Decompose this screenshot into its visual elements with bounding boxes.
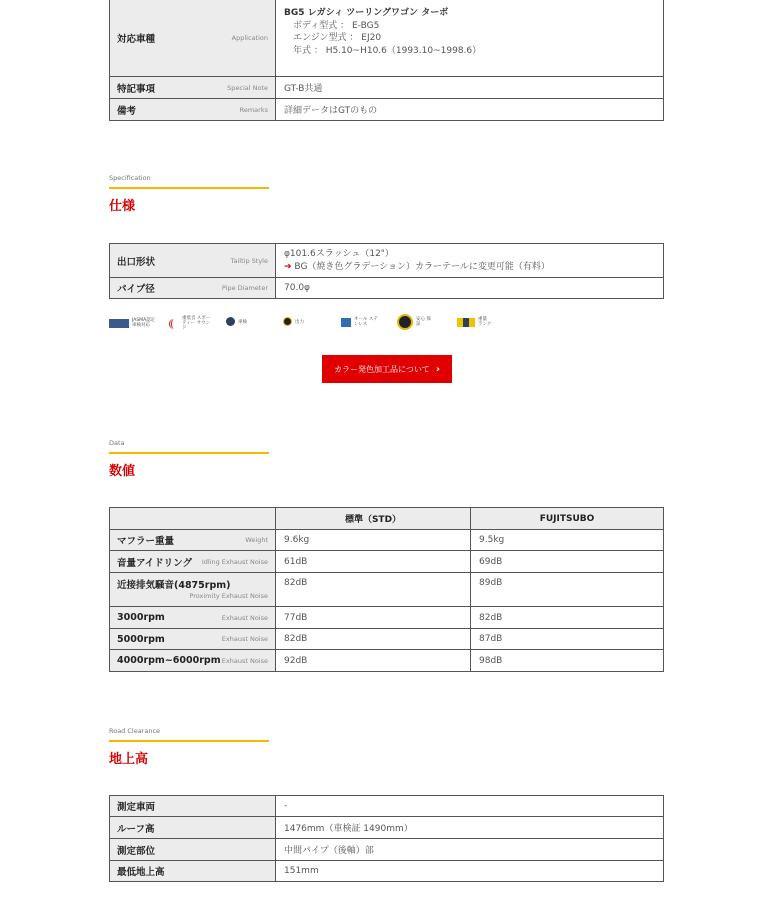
chevron-right-icon: ›	[435, 363, 440, 375]
row-label	[110, 244, 276, 278]
row-label: 3000rpm Exhaust Noise	[110, 607, 276, 629]
row-label: ルーフ高	[110, 817, 276, 839]
row-label	[110, 0, 276, 77]
section-en-label: Data	[109, 439, 125, 447]
row-label	[110, 278, 276, 299]
section-title: 仕様	[109, 199, 136, 214]
application-table	[109, 0, 664, 121]
clearance-section-heading	[109, 727, 269, 767]
std-value: 9.6kg	[276, 530, 471, 551]
row-label: マフラー重量 Weight	[110, 530, 276, 551]
row-label: 近接排気騒音(4875rpm) Proximity Exhaust Noise	[110, 573, 276, 607]
data-section-heading	[109, 439, 269, 479]
label-en: Tailtip Style	[230, 257, 268, 265]
header-std: 標準（STD）	[276, 508, 471, 530]
row-label: 最低地上高	[110, 861, 276, 882]
table-row	[110, 839, 664, 861]
table-header-row	[110, 508, 664, 530]
section-underline	[109, 452, 269, 454]
vehicle-value: -	[276, 796, 664, 817]
table-row	[110, 629, 664, 650]
std-value: 61dB	[276, 551, 471, 573]
std-value: 82dB	[276, 629, 471, 650]
table-row	[110, 77, 664, 99]
jasma-badge-icon: JASMA認定 車検対応	[109, 318, 160, 328]
label-jp: 備考	[117, 105, 137, 117]
body-type: ボディ型式 ： E-BG5	[293, 20, 380, 31]
special-note-value: GT-B共通	[276, 77, 664, 99]
table-row	[110, 530, 664, 551]
color-tail-note: BG（焼き色グラデーション）カラーテールに変更可能（有料）	[294, 261, 550, 272]
row-label: 測定部位	[110, 839, 276, 861]
application-value	[276, 0, 664, 77]
button-label: カラー発色加工品について	[334, 364, 430, 374]
pipe-diameter-value: 70.0φ	[276, 278, 664, 299]
table-row	[110, 573, 664, 607]
spec-section-heading	[109, 174, 269, 214]
label-jp: 対応車種	[117, 34, 156, 45]
label-en: Remarks	[239, 106, 268, 114]
header-empty	[110, 508, 276, 530]
section-title: 地上高	[109, 752, 149, 767]
fujitsubo-value: 98dB	[471, 650, 664, 672]
fujitsubo-value: 9.5kg	[471, 530, 664, 551]
table-row	[110, 796, 664, 817]
table-row	[110, 817, 664, 839]
fujitsubo-value: 82dB	[471, 607, 664, 629]
section-en-label: Specification	[109, 174, 151, 182]
min-clearance-value: 151mm	[276, 861, 664, 882]
std-value: 77dB	[276, 607, 471, 629]
label-jp: 出口形状	[117, 256, 156, 268]
row-label: 4000rpm~6000rpm Exhaust Noise	[110, 650, 276, 672]
spec-table	[109, 243, 664, 299]
table-row	[110, 244, 664, 278]
row-label: 5000rpm Exhaust Noise	[110, 629, 276, 650]
tailtip-value	[276, 244, 664, 278]
section-title: 数値	[109, 464, 136, 479]
std-value: 92dB	[276, 650, 471, 672]
std-value: 82dB	[276, 573, 471, 607]
feature-icons	[109, 313, 529, 333]
fujitsubo-value: 69dB	[471, 551, 664, 573]
row-label: 音量アイドリング Idling Exhaust Noise	[110, 551, 276, 573]
section-underline	[109, 740, 269, 742]
table-row	[110, 278, 664, 299]
stainless-icon: オール ステンレス	[341, 317, 378, 327]
label-jp: パイプ径	[117, 284, 155, 295]
fujitsubo-value: 87dB	[471, 629, 664, 650]
clearance-table	[109, 795, 664, 882]
arrow-circle-icon: ➔	[284, 261, 292, 272]
sound-icon: 重低音 スポーティー サウンド	[169, 316, 212, 331]
label-en: Application	[231, 34, 268, 42]
remarks-value: 詳細データはGTのもの	[276, 99, 664, 121]
table-row	[110, 861, 664, 882]
table-row	[110, 650, 664, 672]
gauge-icon: 出力	[283, 317, 304, 326]
model-name: BG5 レガシィ ツーリングワゴン ターボ	[284, 8, 449, 18]
row-label	[110, 99, 276, 121]
label-en: Special Note	[227, 84, 268, 92]
label-jp: 特記事項	[117, 83, 156, 95]
table-row	[110, 99, 664, 121]
section-underline	[109, 187, 269, 189]
model-year: 年式 ： H5.10~H10.6（1993.10~1998.6）	[293, 45, 482, 56]
color-finish-button[interactable]	[322, 355, 452, 383]
level-bar-icon: 重量 ランク	[457, 317, 492, 327]
engine-type: エンジン型式 ： EJ20	[293, 33, 382, 43]
section-en-label: Road Clearance	[109, 727, 161, 735]
table-row	[110, 607, 664, 629]
table-row	[110, 0, 664, 77]
warranty-icon: 安心 保証	[397, 314, 432, 330]
table-row	[110, 551, 664, 573]
circle-icon: 車検	[226, 317, 247, 326]
row-label: 測定車両	[110, 796, 276, 817]
tailtip-text: φ101.6スラッシュ（12"）	[284, 248, 394, 259]
roof-height-value: 1476mm（車検証 1490mm）	[276, 817, 664, 839]
header-fujitsubo: FUJITSUBO	[471, 508, 664, 530]
label-en: Pipe Diameter	[221, 284, 268, 292]
measure-point-value: 中間パイプ（後軸）部	[276, 839, 664, 861]
data-table	[109, 507, 664, 672]
fujitsubo-value: 89dB	[471, 573, 664, 607]
row-label	[110, 77, 276, 99]
